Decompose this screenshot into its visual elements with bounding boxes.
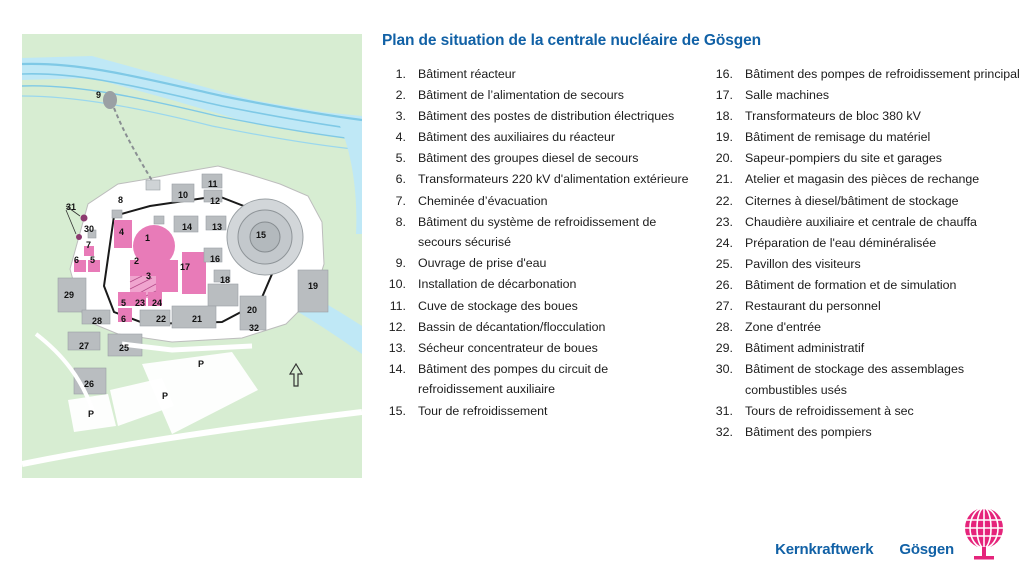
map-label: 29 <box>64 290 75 300</box>
list-item <box>707 233 1020 254</box>
list-item <box>380 85 693 106</box>
list-item <box>707 422 1020 443</box>
list-item-label: Bâtiment des auxiliaires du réacteur <box>418 130 615 145</box>
list-item <box>707 359 1020 400</box>
list-item-number: 7. <box>395 193 406 208</box>
map-label: 8 <box>118 195 124 205</box>
list-item <box>380 274 693 295</box>
list-item-label: Ouvrage de prise d'eau <box>418 256 547 271</box>
map-label: 22 <box>156 314 167 324</box>
list-item-number: 6. <box>395 172 406 187</box>
map-label: 15 <box>256 230 267 240</box>
parking-label: P <box>162 391 169 401</box>
map-label: 9 <box>96 90 102 100</box>
map-label: 5 <box>121 298 127 308</box>
map-label: 1 <box>145 233 151 243</box>
list-item-label: Restaurant du personnel <box>745 299 881 314</box>
list-item <box>707 85 1020 106</box>
map-label: 24 <box>152 298 163 308</box>
map-label: 18 <box>220 275 231 285</box>
list-item <box>707 275 1020 296</box>
legend-list-right <box>707 64 1020 443</box>
list-item-number: 10. <box>388 277 406 292</box>
map-label: 6 <box>121 314 127 324</box>
map-label: 11 <box>208 179 218 189</box>
map-label: 12 <box>210 196 221 206</box>
list-item-number: 15. <box>388 403 406 418</box>
parking-label: P <box>198 359 205 369</box>
map-label: 6 <box>74 255 80 265</box>
map-label: 23 <box>135 298 146 308</box>
site-map <box>22 34 362 478</box>
list-item <box>707 191 1020 212</box>
list-item <box>707 127 1020 148</box>
site-map-graphic <box>22 34 362 478</box>
map-label: 19 <box>308 281 319 291</box>
list-item <box>380 106 693 127</box>
list-item <box>380 64 693 85</box>
parking-label: P <box>88 409 95 419</box>
list-item <box>707 338 1020 359</box>
list-item-label: Bâtiment de remisage du matériel <box>745 130 931 145</box>
map-label: 16 <box>210 254 221 264</box>
list-item-label: Bâtiment des pompiers <box>745 425 872 440</box>
list-item-label: Bâtiment de formation et de simulation <box>745 277 957 292</box>
list-item-label: Bâtiment de stockage des assemblages combustibles usés <box>745 362 965 397</box>
list-item-label: Bâtiment des postes de distribution électriques <box>418 109 675 124</box>
list-item-number: 31. <box>715 404 733 418</box>
list-item-label: Bâtiment du système de refroidissement de secours sécurisé <box>418 214 657 250</box>
list-item-label: Bâtiment réacteur <box>418 67 516 81</box>
map-label: 32 <box>249 323 260 333</box>
legend-column-left <box>380 64 693 443</box>
map-label: 26 <box>84 379 95 389</box>
page-title: Plan de situation de la centrale nucléaire de Gösgen <box>382 32 761 49</box>
list-item-number: 8. <box>395 214 406 229</box>
map-label: 2 <box>134 256 140 266</box>
list-item-label: Sapeur-pompiers du site et garages <box>745 151 942 166</box>
list-item-number: 9. <box>395 256 406 271</box>
list-item <box>380 317 693 338</box>
list-item <box>380 148 693 169</box>
list-item-label: Cheminée d’évacuation <box>418 193 548 208</box>
globe-icon <box>962 504 1006 560</box>
list-item <box>380 296 693 317</box>
list-item-label: Bâtiment des pompes du circuit de refroidissement auxiliaire <box>418 361 609 397</box>
list-item-number: 2. <box>395 88 406 103</box>
map-label: 30 <box>84 224 95 234</box>
list-item <box>380 401 693 422</box>
list-item-label: Citernes à diesel/bâtiment de stockage <box>745 193 959 208</box>
list-item-number: 18. <box>715 109 733 124</box>
list-item-number: 23. <box>715 214 733 229</box>
map-label: 31 <box>66 202 77 212</box>
map-label: 10 <box>178 190 189 200</box>
list-item <box>707 106 1020 127</box>
list-item-label: Transformateurs de bloc 380 kV <box>745 109 921 124</box>
list-item-label: Salle machines <box>745 88 830 103</box>
list-item <box>707 317 1020 338</box>
list-item-label: Cuve de stockage des boues <box>418 298 578 313</box>
map-label: 28 <box>92 316 103 326</box>
map-label: 7 <box>86 240 92 250</box>
list-item <box>380 359 693 400</box>
list-item-number: 17. <box>715 88 733 103</box>
legend-columns <box>380 64 1020 443</box>
list-item-number: 3. <box>395 109 406 124</box>
list-item-number: 32. <box>715 425 733 440</box>
map-label: 17 <box>180 262 191 272</box>
map-label: 3 <box>146 271 152 281</box>
list-item-number: 13. <box>388 340 406 355</box>
list-item-label: Bâtiment des pompes de refroidissement principal <box>745 67 1020 81</box>
list-item-label: Tour de refroidissement <box>418 403 548 418</box>
brand-word-goesgen: Gösgen <box>899 541 954 558</box>
list-item-label: Transformateurs 220 kV d'alimentation extérieure <box>418 172 689 187</box>
list-item <box>380 338 693 359</box>
legend-column-right <box>707 64 1020 443</box>
map-label: 14 <box>182 222 193 232</box>
list-item-number: 25. <box>715 256 733 271</box>
list-item-number: 19. <box>715 130 733 145</box>
list-item-number: 21. <box>715 172 733 187</box>
list-item-label: Bâtiment des groupes diesel de secours <box>418 151 639 166</box>
list-item-number: 5. <box>395 151 406 166</box>
list-item-label: Tours de refroidissement à sec <box>745 404 914 418</box>
list-item-number: 28. <box>715 320 733 335</box>
map-label: 20 <box>247 305 258 315</box>
list-item-number: 29. <box>715 341 733 356</box>
list-item-label: Zone d'entrée <box>745 320 822 335</box>
list-item <box>707 401 1020 422</box>
map-label: 5 <box>90 255 96 265</box>
list-item-number: 11. <box>389 298 406 313</box>
legend-list-left <box>380 64 693 421</box>
list-item-label: Bâtiment administratif <box>745 341 865 356</box>
brand-word-kernkraftwerk: Kernkraftwerk <box>775 541 874 558</box>
list-item <box>380 253 693 274</box>
list-item-number: 16. <box>715 67 733 81</box>
legend-panel <box>380 32 1020 532</box>
list-item <box>380 212 693 253</box>
brand-wordmark <box>775 541 954 560</box>
list-item <box>380 169 693 190</box>
list-item <box>707 169 1020 190</box>
list-item <box>707 64 1020 85</box>
map-label: 13 <box>212 222 223 232</box>
list-item-label: Bâtiment de l’alimentation de secours <box>418 88 624 103</box>
map-label: 21 <box>192 314 203 324</box>
list-item-label: Sécheur concentrateur de boues <box>418 340 598 355</box>
list-item-number: 12. <box>388 319 406 334</box>
list-item-number: 1. <box>395 67 406 81</box>
list-item <box>380 191 693 212</box>
list-item <box>707 148 1020 169</box>
map-label: 4 <box>119 227 125 237</box>
list-item-number: 24. <box>715 235 733 250</box>
list-item-number: 14. <box>388 361 406 376</box>
list-item-label: Bassin de décantation/flocculation <box>418 319 606 334</box>
map-label: 27 <box>79 341 90 351</box>
brand-logo <box>775 504 1006 560</box>
list-item <box>707 212 1020 233</box>
map-label: 25 <box>119 343 130 353</box>
list-item-label: Chaudière auxiliaire et centrale de chauffa <box>745 214 977 229</box>
list-item-label: Installation de décarbonation <box>418 277 577 292</box>
list-item <box>707 254 1020 275</box>
list-item <box>707 296 1020 317</box>
list-item <box>380 127 693 148</box>
list-item-number: 20. <box>715 151 733 166</box>
list-item-label: Pavillon des visiteurs <box>745 256 861 271</box>
list-item-label: Atelier et magasin des pièces de rechange <box>745 172 980 187</box>
list-item-number: 26. <box>715 277 733 292</box>
list-item-number: 4. <box>395 130 406 145</box>
list-item-number: 22. <box>715 193 733 208</box>
list-item-number: 30. <box>715 362 733 377</box>
list-item-number: 27. <box>715 299 733 314</box>
list-item-label: Préparation de l'eau déminéralisée <box>745 235 937 250</box>
